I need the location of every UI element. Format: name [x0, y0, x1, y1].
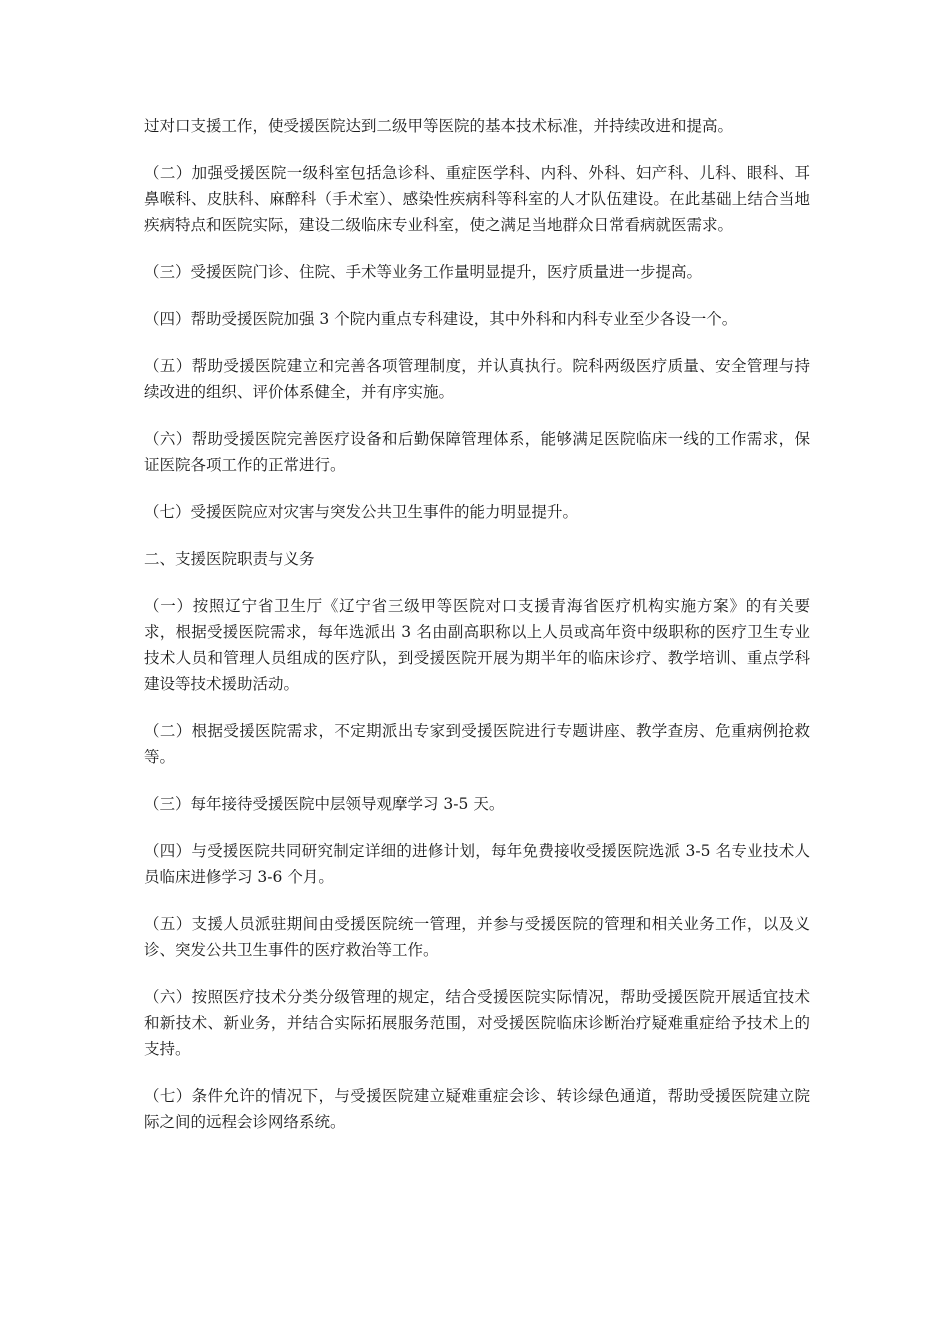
paragraph-continuation: 过对口支援工作，使受援医院达到二级甲等医院的基本技术标准，并持续改进和提高。 [144, 117, 734, 135]
paragraph-item-2: （二）加强受援医院一级科室包括急诊科、重症医学科、内科、外科、妇产科、儿科、眼科、耳鼻喉科、皮肤科、麻醉科（手术室）、感染性疾病科等科室的人才队伍建设。在此基础上结合当地疾病特点和医院实际，建设二级临床专业科室，使之满足当地群众日常看病就医需求。 [144, 164, 810, 234]
paragraph-duty-4: （四）与受援医院共同研究制定详细的进修计划，每年免费接收受援医院选派 3-5 名专业技术人员临床进修学习 3-6 个月。 [144, 842, 810, 886]
paragraph-item-6: （六）帮助受援医院完善医疗设备和后勤保障管理体系，能够满足医院临床一线的工作需求，保证医院各项工作的正常进行。 [144, 430, 810, 474]
paragraph-item-7: （七）受援医院应对灾害与突发公共卫生事件的能力明显提升。 [144, 503, 579, 521]
paragraph-duty-7: （七）条件允许的情况下，与受援医院建立疑难重症会诊、转诊绿色通道，帮助受援医院建立院际之间的远程会诊网络系统。 [144, 1087, 810, 1131]
document-page [144, 113, 810, 1156]
paragraph-duty-3: （三）每年接待受援医院中层领导观摩学习 3-5 天。 [144, 795, 505, 813]
paragraph-duty-1: （一）按照辽宁省卫生厅《辽宁省三级甲等医院对口支援青海省医疗机构实施方案》的有关要求，根据受援医院需求，每年选派出 3 名由副高职称以上人员或高年资中级职称的医疗卫生专业技术人员和管理人员组成的医疗队，到受援医院开展为期半年的临床诊疗、教学培训、重点学科建设等技术援助活动。 [144, 597, 810, 693]
section-heading: 二、支援医院职责与义务 [144, 550, 315, 568]
paragraph-duty-5: （五）支援人员派驻期间由受援医院统一管理，并参与受援医院的管理和相关业务工作，以及义诊、突发公共卫生事件的医疗救治等工作。 [144, 915, 810, 959]
paragraph-item-3: （三）受援医院门诊、住院、手术等业务工作量明显提升，医疗质量进一步提高。 [144, 263, 703, 281]
paragraph-duty-2: （二）根据受援医院需求，不定期派出专家到受援医院进行专题讲座、教学查房、危重病例抢救等。 [144, 722, 810, 766]
paragraph-item-4: （四）帮助受援医院加强 3 个院内重点专科建设，其中外科和内科专业至少各设一个。 [144, 310, 738, 328]
paragraph-duty-6: （六）按照医疗技术分类分级管理的规定，结合受援医院实际情况，帮助受援医院开展适宜技术和新技术、新业务，并结合实际拓展服务范围，对受援医院临床诊断治疗疑难重症给予技术上的支持。 [144, 988, 810, 1058]
paragraph-item-5: （五）帮助受援医院建立和完善各项管理制度，并认真执行。院科两级医疗质量、安全管理与持续改进的组织、评价体系健全，并有序实施。 [144, 357, 810, 401]
